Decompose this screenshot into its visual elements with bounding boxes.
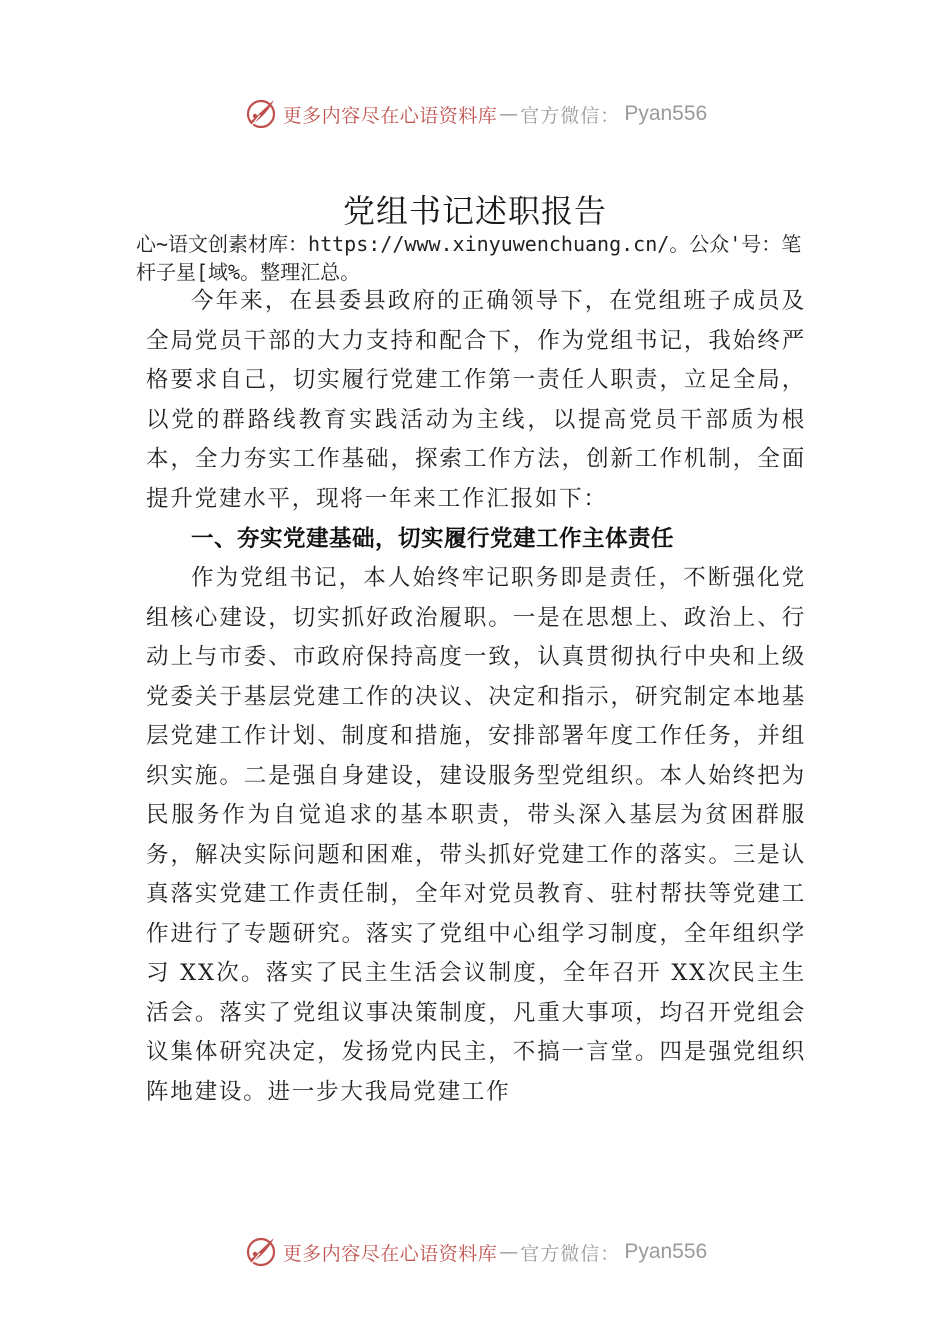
wechat-id: Pyan556 xyxy=(624,102,708,125)
wechat-label: 官方微信： xyxy=(520,1242,621,1265)
document-body xyxy=(146,282,806,1112)
banner-separator: — xyxy=(499,103,519,125)
source-note: 心~语文创素材库：https://www.xinyuwenchuang.cn/。公众'号：笔杆子星[域%。整理汇总。 xyxy=(136,232,802,284)
section-heading: 一、夯实党建基础，切实履行党建工作主体责任 xyxy=(191,526,675,552)
wechat-label: 官方微信： xyxy=(520,104,621,127)
quill-pen-logo-icon xyxy=(243,96,279,132)
library-name: 更多内容尽在心语资料库 xyxy=(282,1242,498,1265)
header-banner xyxy=(0,94,950,134)
banner-separator: — xyxy=(499,1241,519,1263)
wechat-id: Pyan556 xyxy=(624,1240,708,1263)
library-name: 更多内容尽在心语资料库 xyxy=(282,104,498,127)
section-paragraph: 作为党组书记，本人始终牢记职务即是责任，不断强化党组核心建设，切实抓好政治履职。一是在思想上、政治上、行动上与市委、市政府保持高度一致，认真贯彻执行中央和上级党委关于基层党建工作的决议、决定和指示，研究制定本地基层党建工作计划、制度和措施，安排部署年度工作任务，并组织实施。二是强自身建设，建设服务型党组织。本人始终把为民服务作为自觉追求的基本职责，带头深入基层为贫困群服务，解决实际问题和困难，带头抓好党建工作的落实。三是认真落实党建工作责任制，全年对党员教育、驻村帮扶等党建工作进行了专题研究。落实了党组中心组学习制度，全年组织学习 XX次。落实了民主生活会议制度，全年召开 XX次民主生活会。落实了党组议事决策制度，凡重大事项，均召开党组会议集体研究决定，发扬党内民主，不搞一言堂。四是强党组织阵地建设。进一步大我局党建工作 xyxy=(146,565,806,1105)
footer-banner xyxy=(0,1232,950,1272)
quill-pen-logo-icon xyxy=(243,1234,279,1270)
intro-paragraph: 今年来，在县委县政府的正确领导下，在党组班子成员及全局党员干部的大力支持和配合下，作为党组书记，我始终严格要求自己，切实履行党建工作第一责任人职责，立足全局，以党的群路线教育实践活动为主线，以提高党员干部质为根本，全力夯实工作基础，探索工作方法，创新工作机制，全面提升党建水平，现将一年来工作汇报如下： xyxy=(146,288,806,512)
document-title: 党组书记述职报告 xyxy=(342,192,607,230)
